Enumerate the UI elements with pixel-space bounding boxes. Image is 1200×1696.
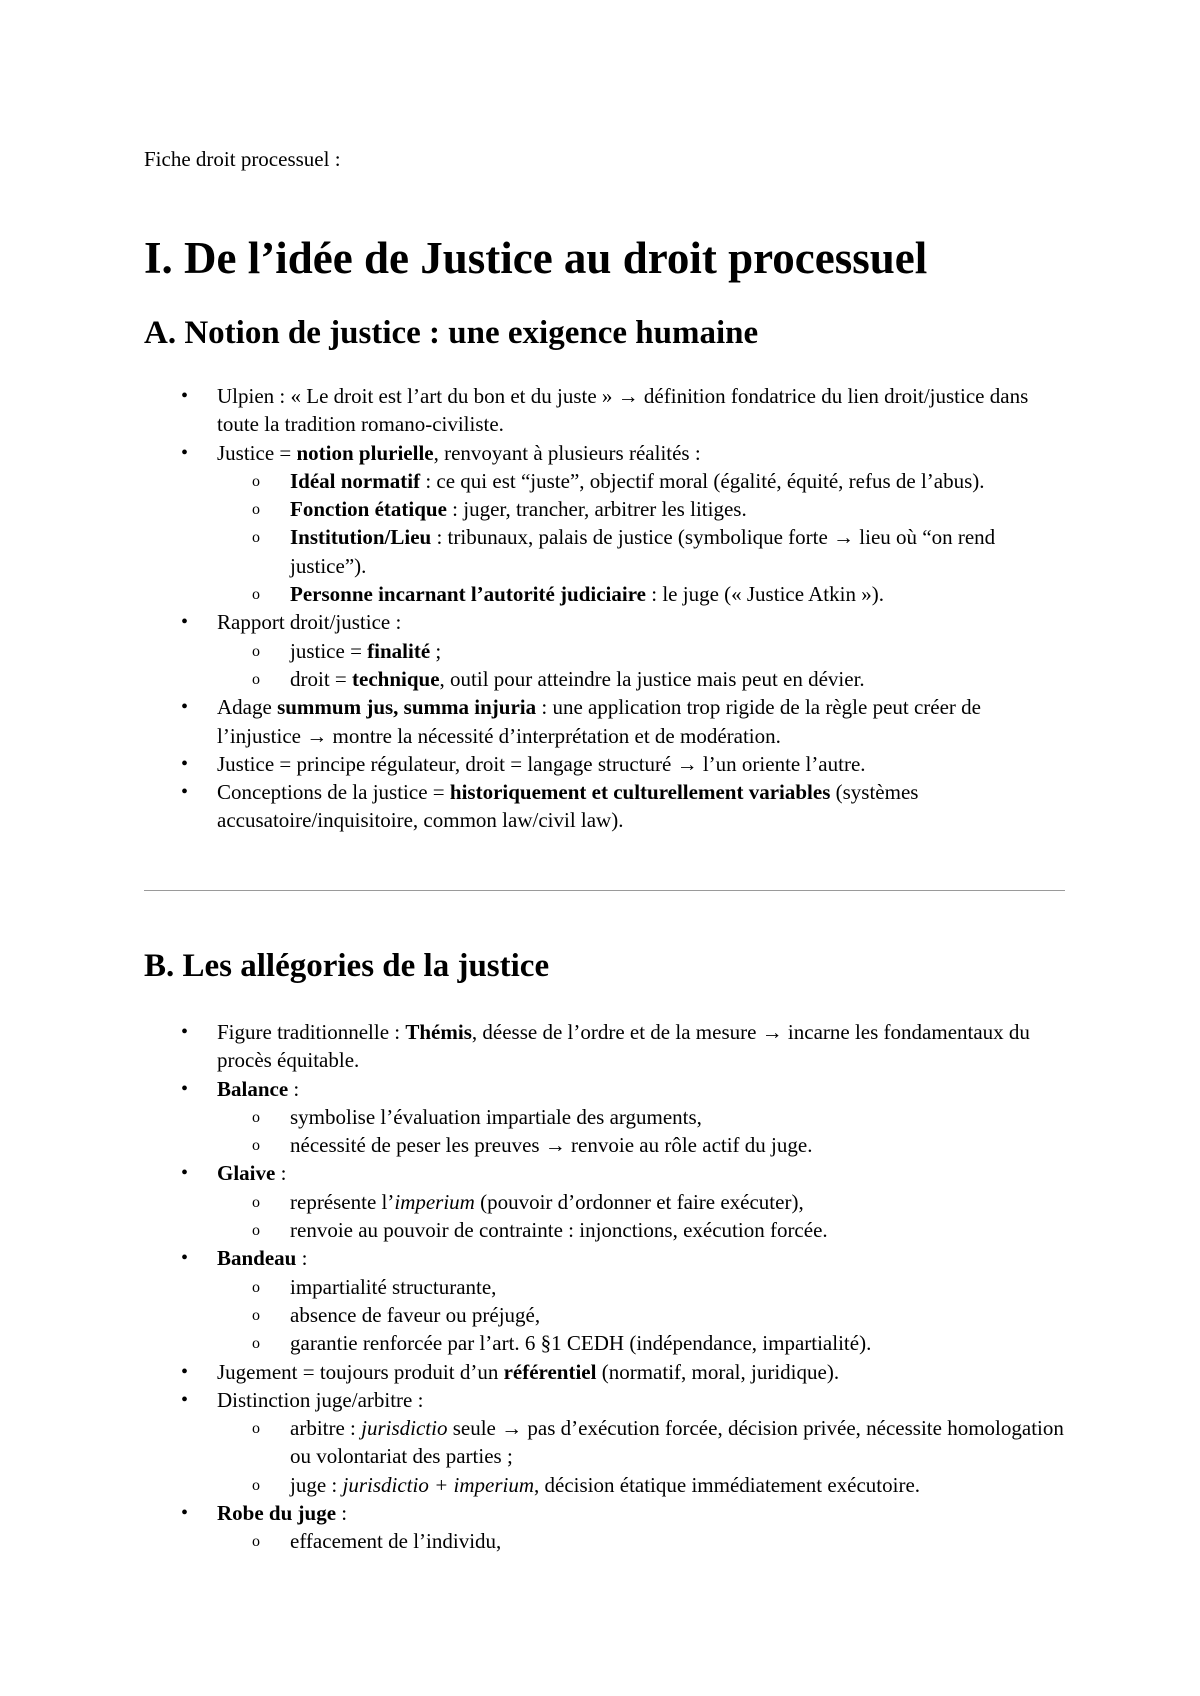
bold-text: finalité xyxy=(367,638,431,663)
sub-list-item xyxy=(144,1273,1065,1301)
item-text: renvoie au pouvoir de contrainte : injonctions, exécution forcée. xyxy=(290,1218,828,1243)
bullet-icon: • xyxy=(181,752,189,775)
list-item xyxy=(144,439,1065,467)
item-text: Conceptions de la justice = xyxy=(217,780,450,805)
item-text: (normatif, moral, juridique). xyxy=(596,1359,840,1384)
bullet-icon: • xyxy=(181,1247,189,1270)
bullet-icon: • xyxy=(181,696,189,719)
item-text: (systèmes accusatoire/inquisitoire, common law/civil law). xyxy=(217,780,919,833)
list-item xyxy=(144,382,1065,439)
item-text: : ce qui est “juste”, objectif moral (égalité, équité, refus de l’abus). xyxy=(420,468,985,493)
item-text: arbitre : xyxy=(290,1416,362,1441)
circle-bullet-icon: o xyxy=(252,1476,260,1494)
bullet-icon: • xyxy=(181,1360,189,1383)
circle-bullet-icon: o xyxy=(252,586,260,604)
item-text: : xyxy=(275,1161,287,1186)
section-a-list xyxy=(144,382,1065,835)
section-b-heading: B. Les allégories de la justice xyxy=(144,948,550,984)
circle-bullet-icon: o xyxy=(252,501,260,519)
circle-bullet-icon: o xyxy=(252,1278,260,1296)
circle-bullet-icon: o xyxy=(252,472,260,490)
sub-list-item xyxy=(144,1471,1065,1499)
bullet-icon: • xyxy=(181,1021,189,1043)
italic-text: jurisdictio xyxy=(361,1416,448,1441)
sub-list-item xyxy=(144,1131,1065,1159)
bold-text: historiquement et culturellement variables xyxy=(449,780,831,805)
section-b-list xyxy=(144,1018,1065,1556)
item-text: Rapport droit/justice : xyxy=(217,610,402,635)
sub-list-item xyxy=(144,580,1065,608)
item-text: Adage xyxy=(217,695,278,720)
item-text: justice = xyxy=(290,638,368,663)
section-a-heading: A. Notion de justice : une exigence humaine xyxy=(144,315,759,351)
item-text: juge : xyxy=(290,1472,343,1497)
list-item xyxy=(144,1386,1065,1414)
item-text: seule → pas d’exécution forcée, décision privée, nécessite homologation ou volontariat des parties ; xyxy=(290,1416,1064,1469)
horizontal-divider xyxy=(144,890,1065,891)
item-text: Jugement = toujours produit d’un xyxy=(217,1359,504,1384)
bullet-icon: • xyxy=(181,611,189,634)
sub-list-item xyxy=(144,1103,1065,1131)
sub-list-item xyxy=(144,1329,1065,1357)
bold-text: Idéal normatif xyxy=(290,468,421,493)
bullet-icon: • xyxy=(181,1502,189,1525)
item-text: ; xyxy=(430,638,442,663)
circle-bullet-icon: o xyxy=(252,1420,260,1438)
bold-text: Robe du juge xyxy=(217,1501,337,1526)
list-item xyxy=(144,1018,1065,1075)
item-text: , outil pour atteindre la justice mais peut en dévier. xyxy=(439,666,865,691)
sub-list-item xyxy=(144,523,1065,580)
circle-bullet-icon: o xyxy=(252,642,260,660)
main-heading: I. De l’idée de Justice au droit processuel xyxy=(144,233,928,283)
sub-list-item xyxy=(144,1527,1065,1555)
item-text: Justice = principe régulateur, droit = langage structuré → l’un oriente l’autre. xyxy=(217,751,866,776)
bullet-icon: • xyxy=(181,1162,189,1185)
list-item xyxy=(144,693,1065,750)
bullet-icon: • xyxy=(181,441,189,464)
item-text: Ulpien : « Le droit est l’art du bon et du juste » → définition fondatrice du lien droit/justice dans toute la tradition romano-civiliste. xyxy=(217,384,1029,437)
item-text: , décision étatique immédiatement exécutoire. xyxy=(534,1472,921,1497)
item-text: effacement de l’individu, xyxy=(290,1529,502,1554)
item-text: symbolise l’évaluation impartiale des arguments, xyxy=(290,1104,702,1129)
bold-text: Balance xyxy=(217,1076,289,1101)
list-item xyxy=(144,1075,1065,1103)
item-text: : le juge (« Justice Atkin »). xyxy=(646,582,884,607)
item-text: : juger, trancher, arbitrer les litiges. xyxy=(446,497,747,522)
bold-text: technique xyxy=(352,666,440,691)
item-text: : une application trop rigide de la règle peut créer de l’injustice → montre la nécessité d’interprétation et de modération. xyxy=(217,695,981,748)
item-text: (pouvoir d’ordonner et faire exécuter), xyxy=(474,1189,804,1214)
circle-bullet-icon: o xyxy=(252,1335,260,1353)
sub-list-item xyxy=(144,1216,1065,1244)
bold-text: Institution/Lieu xyxy=(290,525,432,550)
circle-bullet-icon: o xyxy=(252,529,260,547)
circle-bullet-icon: o xyxy=(252,1193,260,1211)
circle-bullet-icon: o xyxy=(252,670,260,688)
item-text: : xyxy=(288,1076,300,1101)
sub-list-item xyxy=(144,495,1065,523)
list-item xyxy=(144,1159,1065,1187)
bold-text: Thémis xyxy=(405,1020,472,1044)
circle-bullet-icon: o xyxy=(252,1306,260,1324)
item-text: droit = xyxy=(290,666,353,691)
item-text: Distinction juge/arbitre : xyxy=(217,1387,424,1412)
italic-text: jurisdictio + imperium xyxy=(342,1472,535,1497)
bullet-icon: • xyxy=(181,1077,189,1100)
sub-list-item xyxy=(144,637,1065,665)
bold-text: Personne incarnant l’autorité judiciaire xyxy=(290,582,646,607)
list-item xyxy=(144,1358,1065,1386)
sub-list-item xyxy=(144,1188,1065,1216)
item-text: , renvoyant à plusieurs réalités : xyxy=(433,440,701,465)
sub-list-item xyxy=(144,1301,1065,1329)
document-top-note: Fiche droit processuel : xyxy=(144,147,341,171)
item-text: Figure traditionnelle : xyxy=(217,1020,406,1044)
list-item xyxy=(144,1244,1065,1272)
item-text: : xyxy=(336,1501,348,1526)
bullet-icon: • xyxy=(181,781,189,804)
bold-text: Bandeau xyxy=(217,1246,297,1271)
item-text: nécessité de peser les preuves → renvoie au rôle actif du juge. xyxy=(290,1133,813,1158)
italic-text: imperium xyxy=(394,1189,475,1214)
bold-text: référentiel xyxy=(503,1359,597,1384)
item-text: garantie renforcée par l’art. 6 §1 CEDH (indépendance, impartialité). xyxy=(290,1331,872,1356)
bold-text: summum jus, summa injuria xyxy=(277,695,537,720)
sub-list-item xyxy=(144,665,1065,693)
item-text: , déesse de l’ordre et de la mesure → incarne les fondamentaux du procès équitable. xyxy=(217,1020,1030,1073)
circle-bullet-icon: o xyxy=(252,1137,260,1155)
circle-bullet-icon: o xyxy=(252,1533,260,1551)
list-item xyxy=(144,608,1065,636)
item-text: : xyxy=(296,1246,308,1271)
list-item xyxy=(144,1499,1065,1527)
item-text: Justice = xyxy=(217,440,297,465)
item-text: : tribunaux, palais de justice (symbolique forte → lieu où “on rend justice”). xyxy=(290,525,996,578)
bold-text: Fonction étatique xyxy=(290,497,447,522)
bullet-icon: • xyxy=(181,1388,189,1411)
item-text: absence de faveur ou préjugé, xyxy=(290,1302,541,1327)
list-item xyxy=(144,778,1065,835)
circle-bullet-icon: o xyxy=(252,1222,260,1240)
circle-bullet-icon: o xyxy=(252,1108,260,1126)
bold-text: Glaive xyxy=(217,1161,276,1186)
bold-text: notion plurielle xyxy=(296,440,434,465)
item-text: impartialité structurante, xyxy=(290,1274,497,1299)
bullet-icon: • xyxy=(181,385,189,407)
sub-list-item xyxy=(144,467,1065,495)
list-item xyxy=(144,750,1065,778)
item-text: représente l’ xyxy=(290,1189,395,1214)
sub-list-item xyxy=(144,1414,1065,1471)
